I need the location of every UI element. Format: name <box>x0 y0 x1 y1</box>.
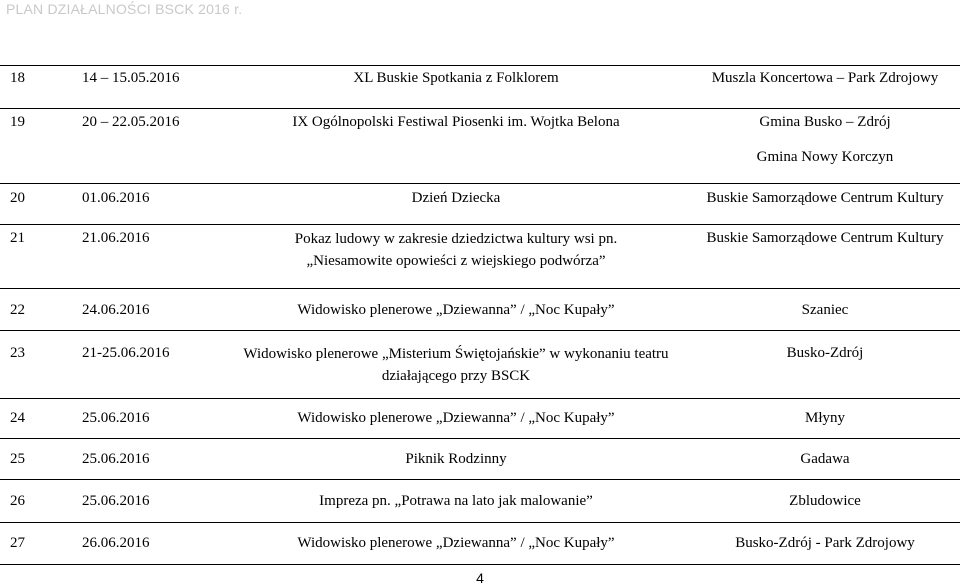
row-date: 25.06.2016 <box>82 493 150 509</box>
events-table <box>0 65 960 565</box>
row-date: 21.06.2016 <box>82 230 150 246</box>
row-place: Gadawa <box>800 451 850 467</box>
row-event: XL Buskie Spotkania z Folklorem <box>353 70 559 86</box>
row-place: Gmina Busko – Zdrój <box>759 114 891 130</box>
row-number: 19 <box>10 114 25 130</box>
row-number: 23 <box>10 345 25 361</box>
table-row <box>0 288 960 330</box>
row-event: Piknik Rodzinny <box>405 451 507 467</box>
row-place: Szaniec <box>801 302 849 318</box>
table-row <box>0 330 960 398</box>
row-place: Młyny <box>804 410 845 426</box>
row-place: Muszla Koncertowa – Park Zdrojowy <box>711 70 939 86</box>
header-title: PLAN DZIAŁALNOŚCI BSCK 2016 r. <box>6 1 243 17</box>
row-event: Impreza pn. „Potrawa na lato jak malowanie” <box>319 493 593 509</box>
row-number: 27 <box>10 535 25 551</box>
row-number: 26 <box>10 493 25 509</box>
row-event: IX Ogólnopolski Festiwal Piosenki im. Wojtka Belona <box>292 114 620 130</box>
row-event: Widowisko plenerowe „Dziewanna” / „Noc Kupały” <box>297 410 615 426</box>
table-row <box>0 479 960 522</box>
table-row <box>0 183 960 224</box>
table-row <box>0 108 960 183</box>
row-date: 20 – 22.05.2016 <box>82 114 180 130</box>
row-place: Busko-Zdrój - Park Zdrojowy <box>735 535 915 551</box>
row-date: 14 – 15.05.2016 <box>82 70 180 86</box>
row-number: 21 <box>10 230 25 246</box>
row-event: Pokaz ludowy w zakresie dziedzictwa kultury wsi pn. „Niesamowite opowieści z wiejskiego podwórza” <box>294 231 618 269</box>
table-row <box>0 66 960 108</box>
row-number: 24 <box>10 410 25 426</box>
row-number: 22 <box>10 302 25 318</box>
page-number: 4 <box>476 570 484 586</box>
row-number: 25 <box>10 451 25 467</box>
page-header <box>0 0 960 22</box>
row-date: 24.06.2016 <box>82 302 150 318</box>
row-place: Buskie Samorządowe Centrum Kultury <box>706 230 944 246</box>
row-number: 20 <box>10 190 25 206</box>
row-date: 01.06.2016 <box>82 190 150 206</box>
table-row <box>0 398 960 438</box>
row-place-secondary: Gmina Nowy Korczyn <box>756 149 894 165</box>
row-event: Widowisko plenerowe „Dziewanna” / „Noc Kupały” <box>297 535 615 551</box>
row-event: Dzień Dziecka <box>411 190 501 206</box>
row-place: Buskie Samorządowe Centrum Kultury <box>706 190 944 206</box>
table-row <box>0 438 960 479</box>
row-date: 21-25.06.2016 <box>82 345 170 361</box>
row-date: 26.06.2016 <box>82 535 150 551</box>
row-event: Widowisko plenerowe „Misterium Świętojańskie” w wykonaniu teatru działającego przy BSCK <box>243 346 669 384</box>
row-place: Zbludowice <box>789 493 861 509</box>
table-row <box>0 522 960 564</box>
row-date: 25.06.2016 <box>82 410 150 426</box>
row-event: Widowisko plenerowe „Dziewanna” / „Noc Kupały” <box>297 302 615 318</box>
row-date: 25.06.2016 <box>82 451 150 467</box>
table-row <box>0 224 960 288</box>
row-number: 18 <box>10 70 25 86</box>
row-place: Busko-Zdrój <box>786 345 864 361</box>
